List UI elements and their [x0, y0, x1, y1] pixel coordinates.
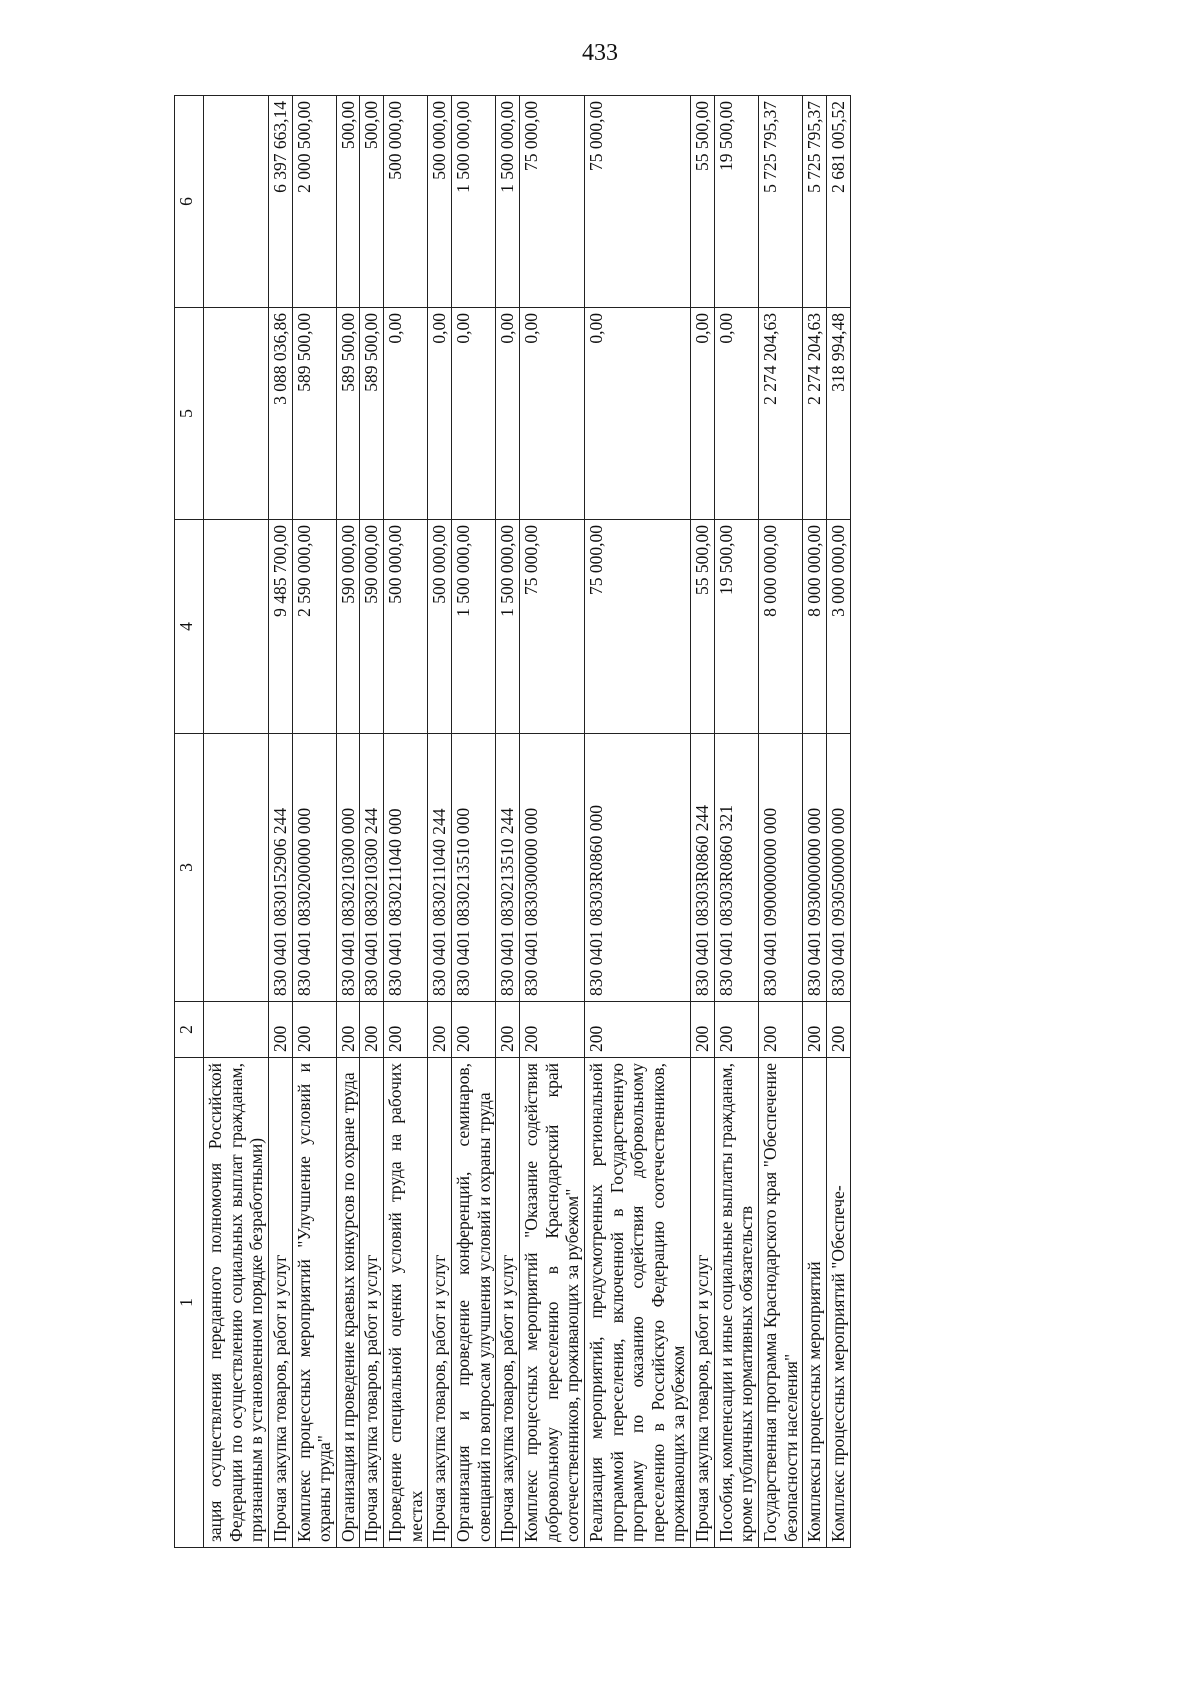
row-value-6	[204, 96, 269, 308]
row-value-5: 0,00	[496, 308, 520, 520]
table-row	[384, 96, 428, 1548]
row-description: Прочая закупка товаров, работ и услуг	[691, 1058, 715, 1548]
table-row	[336, 96, 360, 1548]
row-budget-code: 830 0401 08303R0860 244	[691, 734, 715, 1002]
table-row	[360, 96, 384, 1548]
row-budget-code: 830 0401 0830210300 000	[336, 734, 360, 1002]
row-col2: 200	[691, 1002, 715, 1058]
row-value-5: 3 088 036,86	[268, 308, 292, 520]
row-description: Комплекс процессных мероприятий "Улучшение условий и охраны труда"	[292, 1058, 336, 1548]
column-header: 4	[175, 520, 204, 734]
row-value-4: 500 000,00	[384, 520, 428, 734]
row-budget-code: 830 0401 0830200000 000	[292, 734, 336, 1002]
row-value-5: 589 500,00	[292, 308, 336, 520]
row-value-5: 0,00	[691, 308, 715, 520]
row-value-5: 2 274 204,63	[759, 308, 803, 520]
row-budget-code: 830 0401 0830152906 244	[268, 734, 292, 1002]
row-col2: 200	[826, 1002, 850, 1058]
row-col2: 200	[268, 1002, 292, 1058]
row-value-5: 2 274 204,63	[803, 308, 827, 520]
row-value-6: 19 500,00	[714, 96, 758, 308]
row-value-5	[204, 308, 269, 520]
row-value-6: 500,00	[336, 96, 360, 308]
row-budget-code: 830 0401 08303R0860 321	[714, 734, 758, 1002]
row-value-6: 5 725 795,37	[759, 96, 803, 308]
row-description: Реализация мероприятий, предусмотренных региональной программой переселения, включенной в Государственную программу по оказанию содействия добровольному переселению в Российскую Федерацию соотечественников, проживающих за рубежом	[584, 1058, 690, 1548]
table-row	[519, 96, 584, 1548]
row-value-4: 1 500 000,00	[496, 520, 520, 734]
row-value-6: 500,00	[360, 96, 384, 308]
row-value-4: 9 485 700,00	[268, 520, 292, 734]
table-row	[452, 96, 496, 1548]
row-value-4: 590 000,00	[360, 520, 384, 734]
row-col2: 200	[759, 1002, 803, 1058]
row-budget-code	[204, 734, 269, 1002]
row-value-4: 3 000 000,00	[826, 520, 850, 734]
table-row	[691, 96, 715, 1548]
table-row	[584, 96, 690, 1548]
header-row	[175, 96, 204, 1548]
row-value-6: 500 000,00	[428, 96, 452, 308]
row-value-5: 0,00	[384, 308, 428, 520]
table-row	[204, 96, 269, 1548]
row-value-4: 19 500,00	[714, 520, 758, 734]
table-row	[292, 96, 336, 1548]
row-col2: 200	[496, 1002, 520, 1058]
page-number: 433	[582, 40, 618, 66]
row-value-6: 1 500 000,00	[496, 96, 520, 308]
row-value-4: 8 000 000,00	[803, 520, 827, 734]
row-col2: 200	[803, 1002, 827, 1058]
row-value-4	[204, 520, 269, 734]
row-value-6: 2 000 500,00	[292, 96, 336, 308]
row-description: Государственная программа Краснодарского края "Обеспечение безопасности населения"	[759, 1058, 803, 1548]
row-value-5: 0,00	[428, 308, 452, 520]
row-budget-code: 830 0401 0830210300 244	[360, 734, 384, 1002]
row-budget-code: 830 0401 0930500000 000	[826, 734, 850, 1002]
row-value-5: 0,00	[584, 308, 690, 520]
row-value-5: 0,00	[714, 308, 758, 520]
column-header: 2	[175, 1002, 204, 1058]
row-value-6: 500 000,00	[384, 96, 428, 308]
row-value-5: 589 500,00	[336, 308, 360, 520]
row-budget-code: 830 0401 08303R0860 000	[584, 734, 690, 1002]
row-budget-code: 830 0401 0830213510 000	[452, 734, 496, 1002]
row-value-5: 318 994,48	[826, 308, 850, 520]
row-col2: 200	[292, 1002, 336, 1058]
row-budget-code: 830 0401 0830213510 244	[496, 734, 520, 1002]
row-value-4: 1 500 000,00	[452, 520, 496, 734]
row-col2: 200	[384, 1002, 428, 1058]
row-col2: 200	[519, 1002, 584, 1058]
row-value-4: 590 000,00	[336, 520, 360, 734]
row-budget-code: 830 0401 0830300000 000	[519, 734, 584, 1002]
row-budget-code: 830 0401 0930000000 000	[803, 734, 827, 1002]
column-header: 3	[175, 734, 204, 1002]
table-row	[826, 96, 850, 1548]
row-description: зация осуществления переданного полномочия Российской Федерации по осуществлению социальных выплат гражданам, признанным в установленном порядке безработными)	[204, 1058, 269, 1548]
row-value-4: 2 590 000,00	[292, 520, 336, 734]
row-value-5: 0,00	[452, 308, 496, 520]
row-value-4: 75 000,00	[519, 520, 584, 734]
row-col2: 200	[714, 1002, 758, 1058]
row-description: Проведение специальной оценки условий труда на рабочих местах	[384, 1058, 428, 1548]
row-value-6: 1 500 000,00	[452, 96, 496, 308]
row-budget-code: 830 0401 0830211040 244	[428, 734, 452, 1002]
row-description: Прочая закупка товаров, работ и услуг	[496, 1058, 520, 1548]
row-description: Прочая закупка товаров, работ и услуг	[268, 1058, 292, 1548]
rotated-table-sheet	[174, 96, 1026, 1548]
table-row	[803, 96, 827, 1548]
row-col2	[204, 1002, 269, 1058]
table-row	[714, 96, 758, 1548]
budget-table	[174, 95, 851, 1548]
row-value-4: 8 000 000,00	[759, 520, 803, 734]
row-description: Прочая закупка товаров, работ и услуг	[360, 1058, 384, 1548]
row-col2: 200	[336, 1002, 360, 1058]
row-budget-code: 830 0401 0900000000 000	[759, 734, 803, 1002]
table-row	[268, 96, 292, 1548]
table-body	[204, 96, 851, 1548]
row-description: Прочая закупка товаров, работ и услуг	[428, 1058, 452, 1548]
row-description: Организация и проведение конференций, семинаров, совещаний по вопросам улучшения условий и охраны труда	[452, 1058, 496, 1548]
row-value-5: 0,00	[519, 308, 584, 520]
row-value-6: 6 397 663,14	[268, 96, 292, 308]
row-value-4: 500 000,00	[428, 520, 452, 734]
row-value-6: 2 681 005,52	[826, 96, 850, 308]
row-value-6: 5 725 795,37	[803, 96, 827, 308]
table-row	[759, 96, 803, 1548]
column-header: 5	[175, 308, 204, 520]
row-value-6: 75 000,00	[519, 96, 584, 308]
table-row	[428, 96, 452, 1548]
row-value-6: 55 500,00	[691, 96, 715, 308]
row-description: Комплексы процессных мероприятий	[803, 1058, 827, 1548]
row-col2: 200	[584, 1002, 690, 1058]
row-description: Комплекс процессных мероприятий "Оказание содействия добровольному переселению в Краснодарский край соотечественников, проживающих за рубежом"	[519, 1058, 584, 1548]
row-col2: 200	[428, 1002, 452, 1058]
row-col2: 200	[360, 1002, 384, 1058]
row-description: Организация и проведение краевых конкурсов по охране труда	[336, 1058, 360, 1548]
row-value-4: 75 000,00	[584, 520, 690, 734]
column-header: 6	[175, 96, 204, 308]
column-header: 1	[175, 1058, 204, 1548]
table-row	[496, 96, 520, 1548]
row-value-4: 55 500,00	[691, 520, 715, 734]
row-value-5: 589 500,00	[360, 308, 384, 520]
row-description: Комплекс процессных мероприятий "Обеспече-	[826, 1058, 850, 1548]
row-col2: 200	[452, 1002, 496, 1058]
row-value-6: 75 000,00	[584, 96, 690, 308]
row-description: Пособия, компенсации и иные социальные выплаты гражданам, кроме публичных нормативных обязательств	[714, 1058, 758, 1548]
row-budget-code: 830 0401 0830211040 000	[384, 734, 428, 1002]
